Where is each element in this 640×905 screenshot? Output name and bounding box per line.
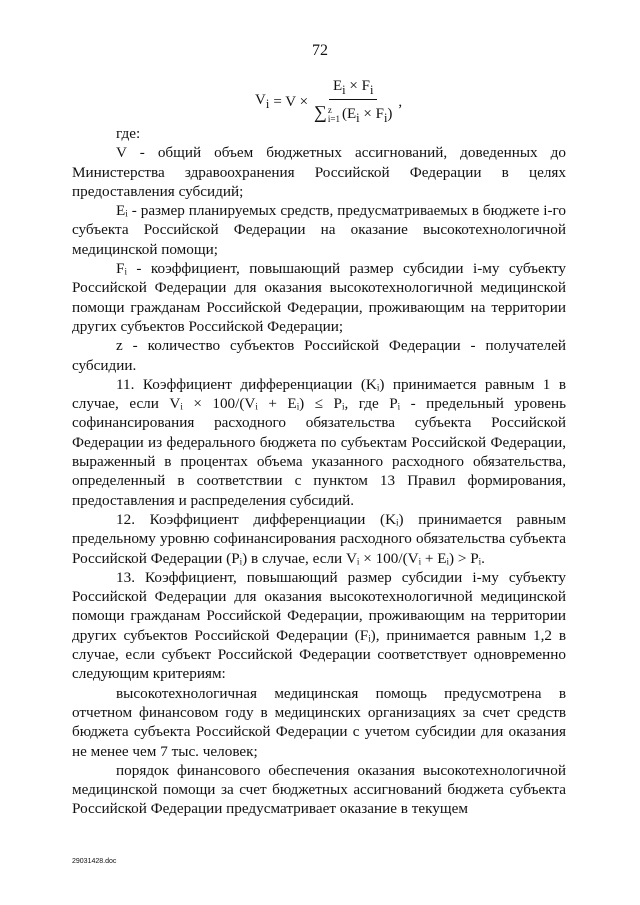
- paragraph-f-definition: Fᵢ - коэффициент, повышающий размер субсидии i-му субъекту Российской Федерации для оказания высокотехнологичной медицинской помощи гражданам Российской Федерации, проживающим на территории других субъектов Российской Федерации;: [72, 260, 566, 335]
- paragraph-z-definition: z - количество субъектов Российской Федерации - получателей субсидии.: [72, 337, 566, 374]
- formula: [255, 78, 402, 126]
- paragraph-item-11: 11. Коэффициент дифференциации (Kᵢ) принимается равным 1 в случае, если Vᵢ × 100/(Vᵢ + Eᵢ) ≤ Pᵢ, где Pᵢ - предельный уровень софинансирования расходного обязательства субъекта Российской Федерации из федерального бюджета по субъектам Российской Федерации, выраженный в процентах объема указанного расходного обязательства, определенный в соответствии с пунктом 13 Правил формирования, предоставления и распределения субсидий.: [72, 375, 566, 509]
- paragraph-criterion-2: порядок финансового обеспечения оказания высокотехнологичной медицинской помощи за счет бюджетных ассигнований бюджета субъекта Российской Федерации предусматривает оказание в текущем: [72, 761, 566, 818]
- body-text: [72, 124, 566, 819]
- formula-trailing: ,: [398, 93, 403, 110]
- formula-numerator: $E_i \times F_i$: [329, 78, 377, 100]
- paragraph-criterion-1: высокотехнологичная медицинская помощь предусмотрена в отчетном финансовом году в медицинских организациях за счет средств бюджета субъекта Российской Федерации с учетом субсидии для оказания не менее чем 7 тыс. человек;: [72, 684, 566, 760]
- formula-equals: = V ×: [273, 93, 309, 110]
- formula-fraction: [310, 78, 396, 126]
- formula-lhs: $V_i$: [255, 92, 270, 111]
- paragraph-item-13: 13. Коэффициент, повышающий размер субсидии i-му субъекту Российской Федерации для оказания высокотехнологичной медицинской помощи гражданам Российской Федерации, проживающим на территории других субъектов Российской Федерации (Fᵢ), принимается равным 1,2 в случае, если субъект Российской Федерации соответствует одновременно следующим критериям:: [72, 568, 566, 683]
- paragraph-v-definition: V - общий объем бюджетных ассигнований, доведенных до Министерства здравоохранения Российской Федерации в целях предоставления субсидий;: [72, 144, 566, 200]
- paragraph-item-12: 12. Коэффициент дифференциации (Kᵢ) принимается равным предельному уровню софинансирования расходного обязательства субъекта Российской Федерации (Pᵢ) в случае, если Vᵢ × 100/(Vᵢ + Eᵢ) > Pᵢ.: [72, 510, 566, 567]
- paragraph-e-definition: Eᵢ - размер планируемых средств, предусматриваемых в бюджете i-го субъекта Российской Федерации на оказание высокотехнологичной медицинской помощи;: [72, 202, 566, 258]
- paragraph-where: где:: [116, 125, 141, 142]
- file-name-footer: 29031428.doc: [72, 858, 117, 865]
- page-number: 72: [312, 42, 328, 59]
- formula-denominator: ∑ z i=1 $(E_i \times F_i)$: [314, 102, 393, 125]
